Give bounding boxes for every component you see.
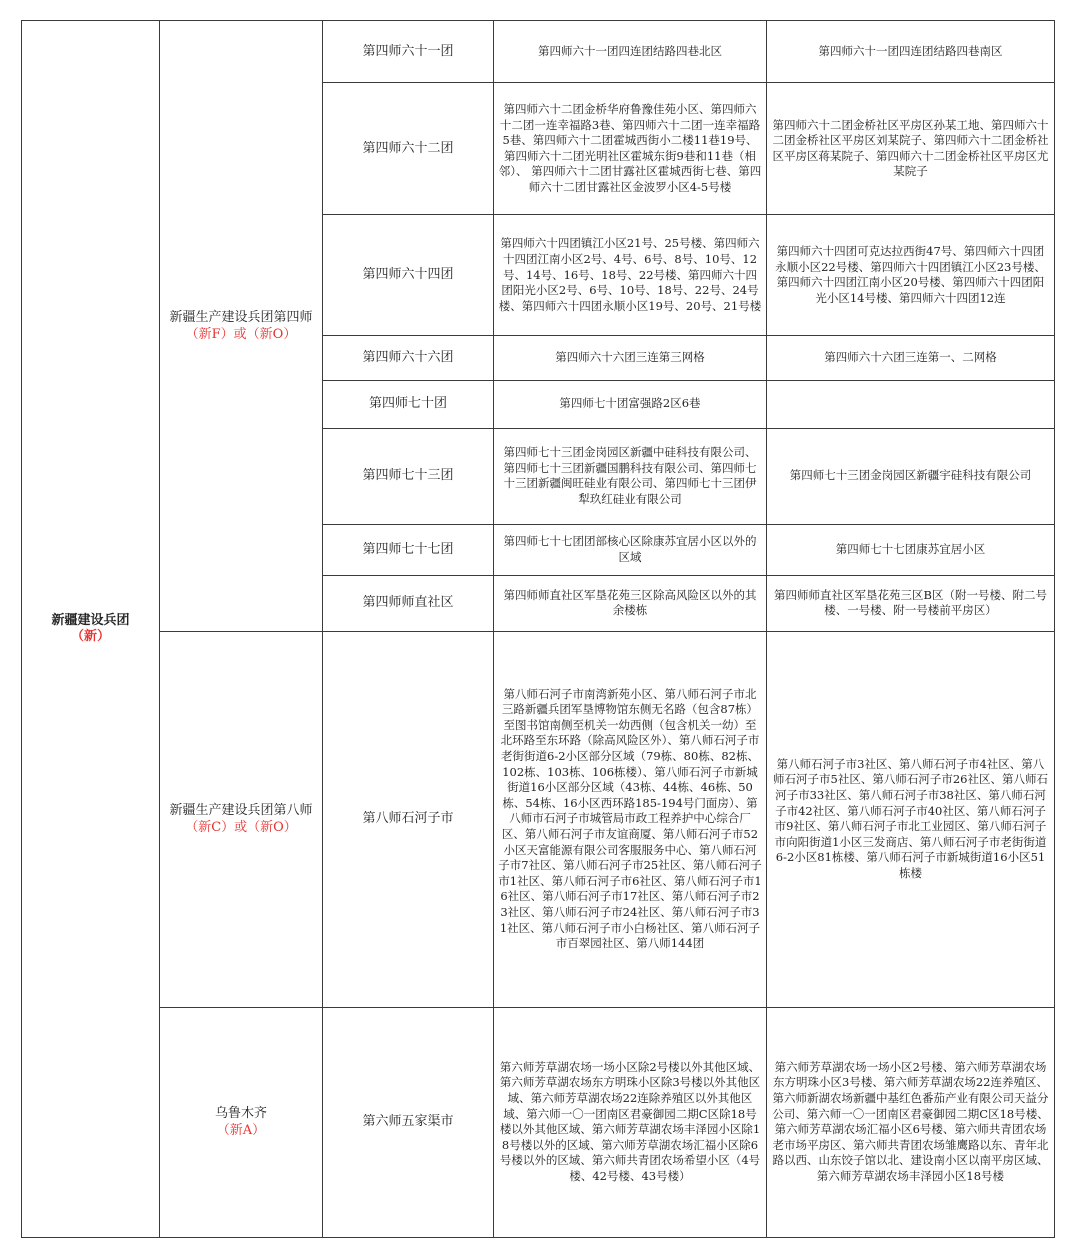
low-risk-cell: [767, 380, 1055, 428]
medium-risk-cell: 第四师六十四团镇江小区21号、25号楼、第四师六十四团江南小区2号、4号、6号、8号、10号、12号、14号、16号、18号、22号楼、第四师六十四团阳光小区2号、6号、10号、18号、22号、24号楼、第四师六十四团永顺小区19号、20号、21号楼: [494, 215, 767, 336]
medium-risk-cell: 第四师师直社区军垦花苑三区除高风险区以外的其余楼栋: [494, 575, 767, 631]
low-risk-cell: 第四师六十二团金桥社区平房区孙某工地、第四师六十二团金桥社区平房区刘某院子、第四师六十二团金桥社区平房区蒋某院子、第四师六十二团金桥社区平房区尤某院子: [767, 83, 1055, 215]
medium-risk-cell: 第四师六十二团金桥华府鲁豫佳苑小区、第四师六十二团一连幸福路3巷、第四师六十二团一连幸福路5巷、第四师六十二团霍城西街小二楼11巷19号、第四师六十二团光明社区霍城东街9巷和11巷（相邻）、 第四师六十二团甘露社区霍城西街七巷、第四师六十二团甘露社区金波罗小区4-5号楼: [494, 83, 767, 215]
region-code: （新）: [70, 629, 110, 644]
table-row: [22, 1007, 1055, 1237]
unit-cell: 第四师七十七团: [323, 524, 494, 575]
medium-risk-cell: 第四师七十三团金岗园区新疆中硅科技有限公司、第四师七十三团新疆国鹏科技有限公司、第四师七十三团新疆闽旺硅业有限公司、第四师七十三团伊犁玖红硅业有限公司: [494, 428, 767, 524]
unit-cell: 第四师七十团: [323, 380, 494, 428]
medium-risk-cell: 第六师芳草湖农场一场小区除2号楼以外其他区域、第六师芳草湖农场东方明珠小区除3号楼以外其他区域、第六师芳草湖农场22连除养殖区以外其他区域、第六师一〇一团南区君豪御园二期C区除18号楼以外其他区域、第六师芳草湖农场丰泽园小区除18号楼以外的区域、第六师芳草湖农场汇福小区除6号楼以外的区域、第六师共青团农场希望小区（4号楼、42号楼、43号楼）: [494, 1007, 767, 1237]
group-plate-code: （新C）或（新O）: [185, 820, 297, 836]
medium-risk-cell: 第四师七十团富强路2区6巷: [494, 380, 767, 428]
unit-cell: 第四师师直社区: [323, 575, 494, 631]
group-name: 乌鲁木齐: [214, 1106, 267, 1122]
unit-cell: 第四师六十一团: [323, 21, 494, 83]
low-risk-cell: 第四师师直社区军垦花苑三区B区（附一号楼、附二号楼、一号楼、附一号楼前平房区）: [767, 575, 1055, 631]
medium-risk-cell: 第四师六十一团四连团结路四巷北区: [494, 21, 767, 83]
group-plate-code: （新A）: [216, 1123, 266, 1139]
group-cell: [160, 21, 323, 632]
group-cell: [160, 1007, 323, 1237]
group-name: 新疆生产建设兵团第八师: [169, 803, 313, 819]
low-risk-cell: 第四师六十四团可克达拉西街47号、第四师六十四团永顺小区22号楼、第四师六十四团镇江小区23号楼、第四师六十四团江南小区20号楼、第四师六十四团阳光小区14号楼、第四师六十四团12连: [767, 215, 1055, 336]
group-cell: [160, 631, 323, 1007]
low-risk-cell: 第四师六十一团四连团结路四巷南区: [767, 21, 1055, 83]
region-name: 新疆建设兵团: [51, 613, 130, 628]
table-row: [22, 21, 1055, 83]
unit-cell: 第四师六十六团: [323, 336, 494, 380]
unit-cell: 第八师石河子市: [323, 631, 494, 1007]
low-risk-cell: 第四师七十三团金岗园区新疆宇硅科技有限公司: [767, 428, 1055, 524]
unit-cell: 第六师五家渠市: [323, 1007, 494, 1237]
region-cell: [22, 21, 160, 1238]
low-risk-cell: 第八师石河子市3社区、第八师石河子市4社区、第八师石河子市5社区、第八师石河子市26社区、第八师石河子市33社区、第八师石河子市38社区、第八师石河子市42社区、第八师石河子市40社区、第八师石河子市9社区、第八师石河子市北工业园区、第八师石河子市向阳街道1小区三发商店、第八师石河子市老街街道6-2小区81栋楼、第八师石河子市新城街道16小区51栋楼: [767, 631, 1055, 1007]
unit-cell: 第四师七十三团: [323, 428, 494, 524]
table-row: [22, 631, 1055, 1007]
low-risk-cell: 第四师六十六团三连第一、二网格: [767, 336, 1055, 380]
unit-cell: 第四师六十二团: [323, 83, 494, 215]
group-plate-code: （新F）或（新O）: [185, 326, 297, 342]
group-name: 新疆生产建设兵团第四师: [169, 309, 313, 325]
low-risk-cell: 第六师芳草湖农场一场小区2号楼、第六师芳草湖农场东方明珠小区3号楼、第六师芳草湖农场22连养殖区、 第六师新湖农场新疆中基红色番茄产业有限公司天益分公司、第六师一〇一团南区君豪御园二期C区18号楼、第六师芳草湖农场汇福小区6号楼、第六师共青团农场老市场平房区、第六师共青团农场雏鹰路以东、青年北路以西、山东饺子馆以北、建设南小区以南平房区域、 第六师芳草湖农场丰泽园小区18号楼: [767, 1007, 1055, 1237]
unit-cell: 第四师六十四团: [323, 215, 494, 336]
medium-risk-cell: 第四师六十六团三连第三网格: [494, 336, 767, 380]
low-risk-cell: 第四师七十七团康苏宜居小区: [767, 524, 1055, 575]
medium-risk-cell: 第八师石河子市南湾新苑小区、第八师石河子市北三路新疆兵团军垦博物馆东侧无名路（包含87栋）至图书馆南侧至机关一幼西侧（包含机关一幼）至北环路至东环路（除高风险区外）、第八师石河子市老街街道6-2小区部分区域（79栋、80栋、82栋、102栋、103栋、106栋楼）、第八师石河子市新城街道16小区部分区域（43栋、44栋、46栋、50栋、54栋、16小区西环路185-194号门面房）、第八师市石河子市城管局市政工程养护中心综合厂区、第八师石河子市友谊商厦、第八师石河子市52小区天富能源有限公司客服服务中心、第八师石河子市7社区、第八师石河子市25社区、第八师石河子市1社区、第八师石河子市6社区、第八师石河子市16社区、第八师石河子市17社区、第八师石河子市23社区、第八师石河子市24社区、第八师石河子市31社区、第八师石河子市小白杨社区、第八师石河子市百翠园社区、第八师144团: [494, 631, 767, 1007]
risk-area-table: [21, 20, 1055, 1238]
medium-risk-cell: 第四师七十七团团部核心区除康苏宜居小区以外的区域: [494, 524, 767, 575]
